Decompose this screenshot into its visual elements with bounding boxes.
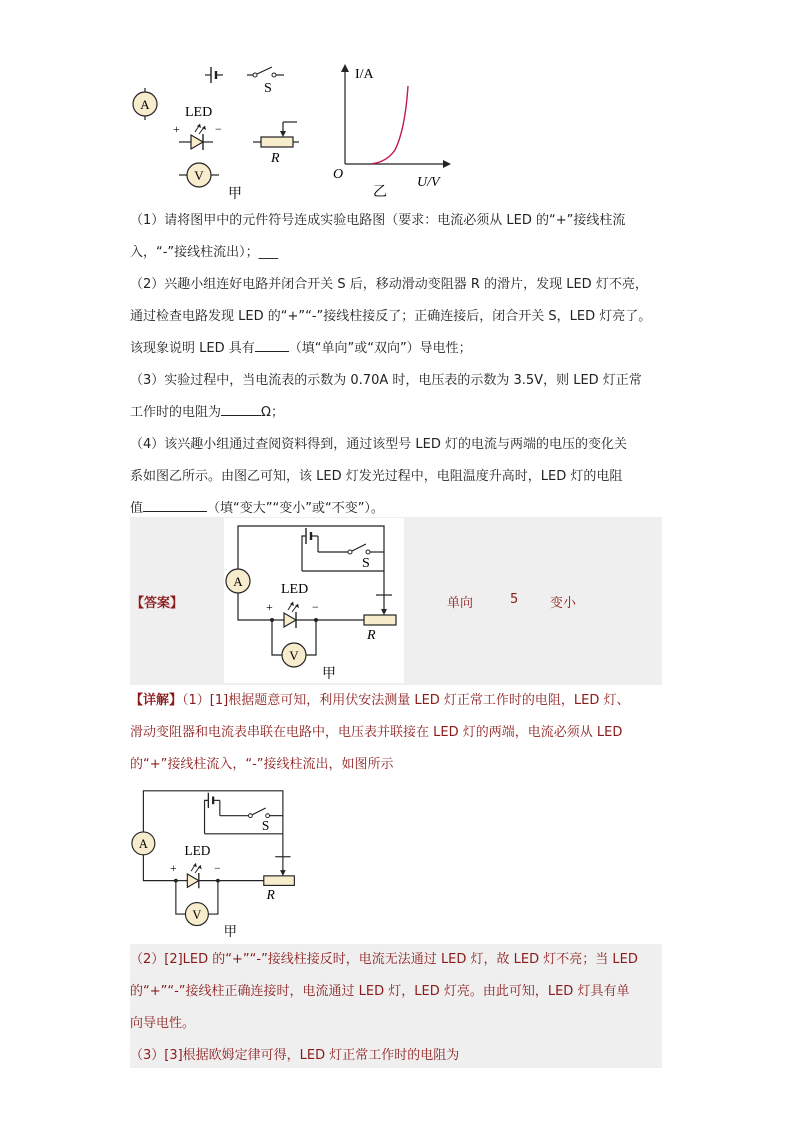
answer-blank-3 xyxy=(143,497,207,512)
detail-circuit-diagram xyxy=(130,782,302,942)
led-label: LED xyxy=(184,842,211,858)
voltmeter-label: V xyxy=(289,648,299,663)
voltmeter-label: V xyxy=(194,168,204,183)
figure-caption-yi: 乙 xyxy=(373,185,387,198)
component-symbols-figure xyxy=(125,58,305,203)
question-1-line-1: （1）请将图甲中的元件符号连成实验电路图（要求：电流必须从 LED 的“+”接线柱流 xyxy=(130,213,626,228)
ammeter-label: A xyxy=(138,837,148,852)
voltmeter-symbol xyxy=(179,163,219,187)
led-minus-label: − xyxy=(215,122,222,136)
origin-label: O xyxy=(333,167,344,182)
led-minus-label: − xyxy=(214,863,221,876)
question-2-line-3-start: 该现象说明 LED 具有 xyxy=(130,341,255,356)
question-2-line-2: 通过检查电路发现 LED 的“+”“-”接线柱接反了；正确连接后，闭合开关 S，LED 灯亮了。 xyxy=(130,309,652,324)
switch-label: S xyxy=(362,556,370,571)
detail-line-7: （3）[3]根据欧姆定律可得，LED 灯正常工作时的电阻为 xyxy=(130,1048,460,1063)
switch-label: S xyxy=(264,81,272,96)
answer-circuit-diagram xyxy=(224,518,404,683)
rheostat-symbol xyxy=(253,122,299,166)
rheostat-label: R xyxy=(271,151,280,166)
question-3-line-2-start: 工作时的电阻为 xyxy=(130,405,222,420)
led-symbol xyxy=(173,105,222,150)
ammeter-label: A xyxy=(140,97,150,112)
answer-blank-2 xyxy=(221,401,261,416)
rheostat-label: R xyxy=(266,886,275,902)
question-block xyxy=(130,205,670,525)
detail-block-1 xyxy=(130,685,675,781)
battery-symbol xyxy=(205,67,223,83)
answer-value-1: 单向 xyxy=(447,596,474,611)
ammeter-symbol xyxy=(133,88,157,120)
detail-line-1 xyxy=(130,685,675,717)
iu-curve xyxy=(371,86,408,164)
voltmeter-label: V xyxy=(192,907,202,922)
question-2-line-3-end: （填“单向”或“双向”）导电性； xyxy=(288,341,472,356)
detail-block-2 xyxy=(130,944,662,1072)
led-label: LED xyxy=(185,105,213,120)
question-4-line-1: （4）该兴趣小组通过查阅资料得到，通过该型号 LED 灯的电流与两端的电压的变化关 xyxy=(130,437,628,452)
led-label: LED xyxy=(281,582,309,597)
circuit-caption: 甲 xyxy=(223,924,238,940)
x-axis-label: U/V xyxy=(417,175,440,190)
question-3-line-2 xyxy=(130,397,670,429)
answer-blank-1 xyxy=(255,337,289,352)
question-3-line-2-end: Ω； xyxy=(261,405,284,420)
y-axis-label: I/A xyxy=(355,67,374,82)
led-plus-label: + xyxy=(173,122,180,136)
iu-graph-figure xyxy=(325,58,455,198)
led-minus-label: − xyxy=(312,600,319,614)
answer-value-2: 5 xyxy=(510,592,519,607)
led-plus-label: + xyxy=(266,600,273,614)
detail-line-3: 的“+”接线柱流入，“-”接线柱流出，如图所示 xyxy=(130,757,394,772)
detail-line-1-text: （1）[1]根据题意可知，利用伏安法测量 LED 灯正常工作时的电阻，LED 灯、 xyxy=(182,693,630,708)
ammeter-label: A xyxy=(233,574,243,589)
detail-line-5: 的“+”“-”接线柱正确连接时，电流通过 LED 灯，LED 灯亮。由此可知，LED 灯具有单 xyxy=(130,984,630,999)
question-2-line-1: （2）兴趣小组连好电路并闭合开关 S 后，移动滑动变阻器 R 的滑片，发现 LED 灯不亮， xyxy=(130,277,648,292)
figure-caption-jia: 甲 xyxy=(228,187,242,202)
answer-label: 【答案】 xyxy=(131,596,184,611)
answer-value-3: 变小 xyxy=(550,596,577,611)
detail-line-4: （2）[2]LED 的“+”“-”接线柱接反时，电流无法通过 LED 灯，故 LED 灯不亮；当 LED xyxy=(130,952,638,967)
switch-label: S xyxy=(261,817,270,833)
question-2-line-3 xyxy=(130,333,670,365)
detail-circuit-frame xyxy=(130,782,302,942)
question-4-line-3-end: （填“变大”“变小”或“不变”）。 xyxy=(207,501,384,516)
answer-circuit-frame xyxy=(224,518,404,683)
question-4-line-3-start: 值 xyxy=(130,501,144,516)
detail-label: 【详解】 xyxy=(130,693,183,708)
switch-symbol xyxy=(247,67,284,96)
circuit-caption: 甲 xyxy=(322,667,336,682)
led-plus-label: + xyxy=(170,863,177,876)
detail-line-6: 向导电性。 xyxy=(130,1016,196,1031)
rheostat-label: R xyxy=(367,628,376,643)
question-1-line-2: 入，“-”接线柱流出）；___ xyxy=(130,245,279,260)
question-3-line-1: （3）实验过程中，当电流表的示数为 0.70A 时，电压表的示数为 3.5V，则 LED 灯正常 xyxy=(130,373,642,388)
detail-line-2: 滑动变阻器和电流表串联在电路中，电压表并联接在 LED 灯的两端，电流必须从 LED xyxy=(130,725,623,740)
question-4-line-2: 系如图乙所示。由图乙可知，该 LED 灯发光过程中，电阻温度升高时，LED 灯的电阻 xyxy=(130,469,623,484)
